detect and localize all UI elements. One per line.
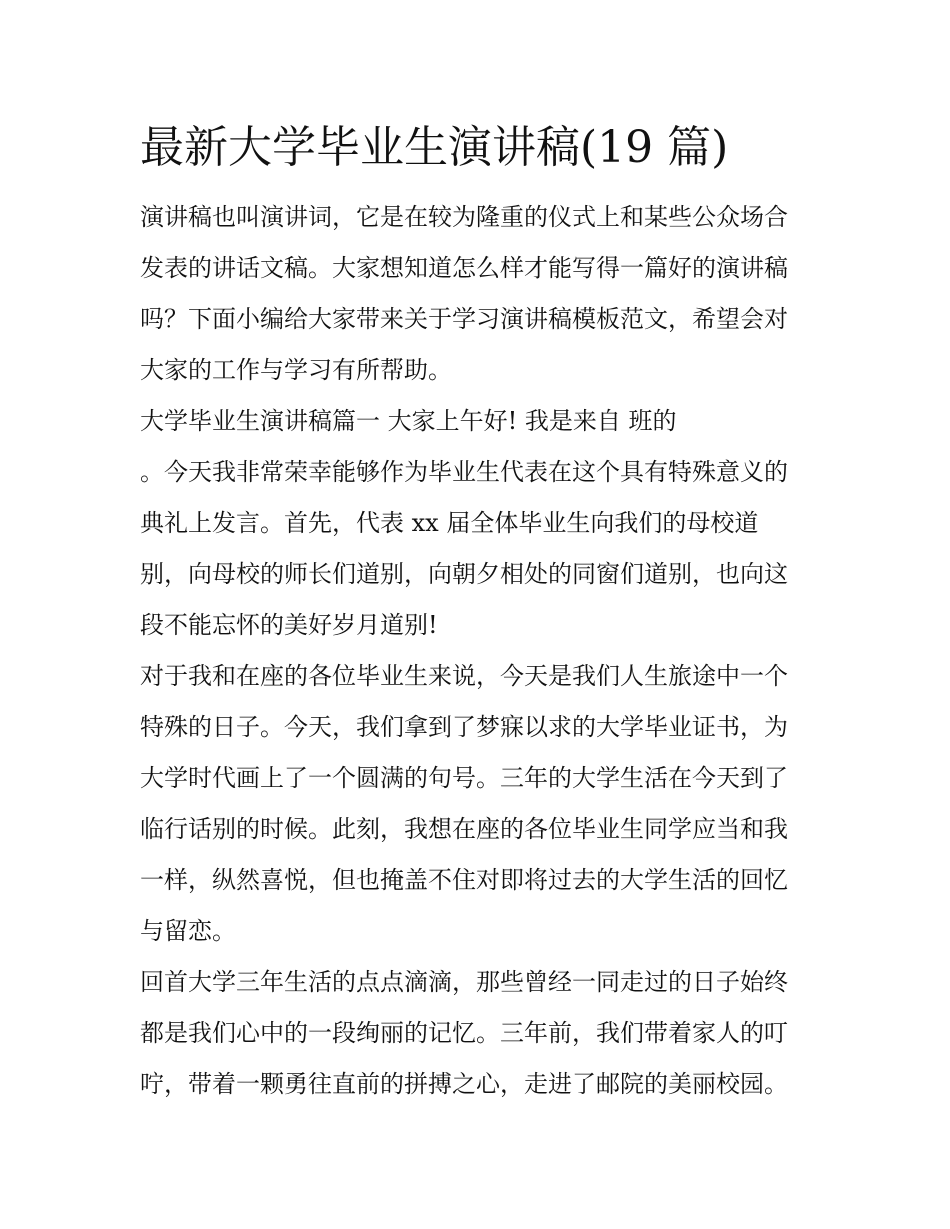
body-line: 大学毕业生演讲稿篇一 大家上午好! 我是来自 班的: [140, 407, 677, 435]
document-page: [140, 118, 820, 1118]
body-line: 临行话别的时候。此刻，我想在座的各位毕业生同学应当和我: [140, 815, 788, 843]
body-line: 吗？下面小编给大家带来关于学习演讲稿模板范文，希望会对: [140, 305, 788, 333]
body-line: 特殊的日子。今天，我们拿到了梦寐以求的大学毕业证书，为: [140, 713, 788, 741]
body-line: 发表的讲话文稿。大家想知道怎么样才能写得一篇好的演讲稿: [140, 254, 788, 282]
document-title: 最新大学毕业生演讲稿(19 篇): [140, 122, 729, 173]
body-line: 与留恋。: [140, 917, 236, 945]
body-line: 演讲稿也叫演讲词，它是在较为隆重的仪式上和某些公众场合: [140, 203, 788, 231]
body-line: 都是我们心中的一段绚丽的记忆。三年前，我们带着家人的叮: [140, 1019, 788, 1047]
body-line: 对于我和在座的各位毕业生来说，今天是我们人生旅途中一个: [140, 662, 788, 690]
body-line: 回首大学三年生活的点点滴滴，那些曾经一同走过的日子始终: [140, 968, 788, 996]
body-line: 咛，带着一颗勇往直前的拼搏之心，走进了邮院的美丽校园。: [140, 1070, 788, 1098]
body-line: 段不能忘怀的美好岁月道别!: [140, 611, 438, 639]
body-line: 大学时代画上了一个圆满的句号。三年的大学生活在今天到了: [140, 764, 788, 792]
body-line: 。今天我非常荣幸能够作为毕业生代表在这个具有特殊意义的: [140, 458, 788, 486]
body-line: 大家的工作与学习有所帮助。: [140, 356, 452, 384]
body-line: 别，向母校的师长们道别，向朝夕相处的同窗们道别，也向这: [140, 560, 788, 588]
body-line: 一样，纵然喜悦，但也掩盖不住对即将过去的大学生活的回忆: [140, 866, 788, 894]
body-line: 典礼上发言。首先，代表 xx 届全体毕业生向我们的母校道: [140, 509, 759, 537]
document-body: [140, 200, 820, 1118]
